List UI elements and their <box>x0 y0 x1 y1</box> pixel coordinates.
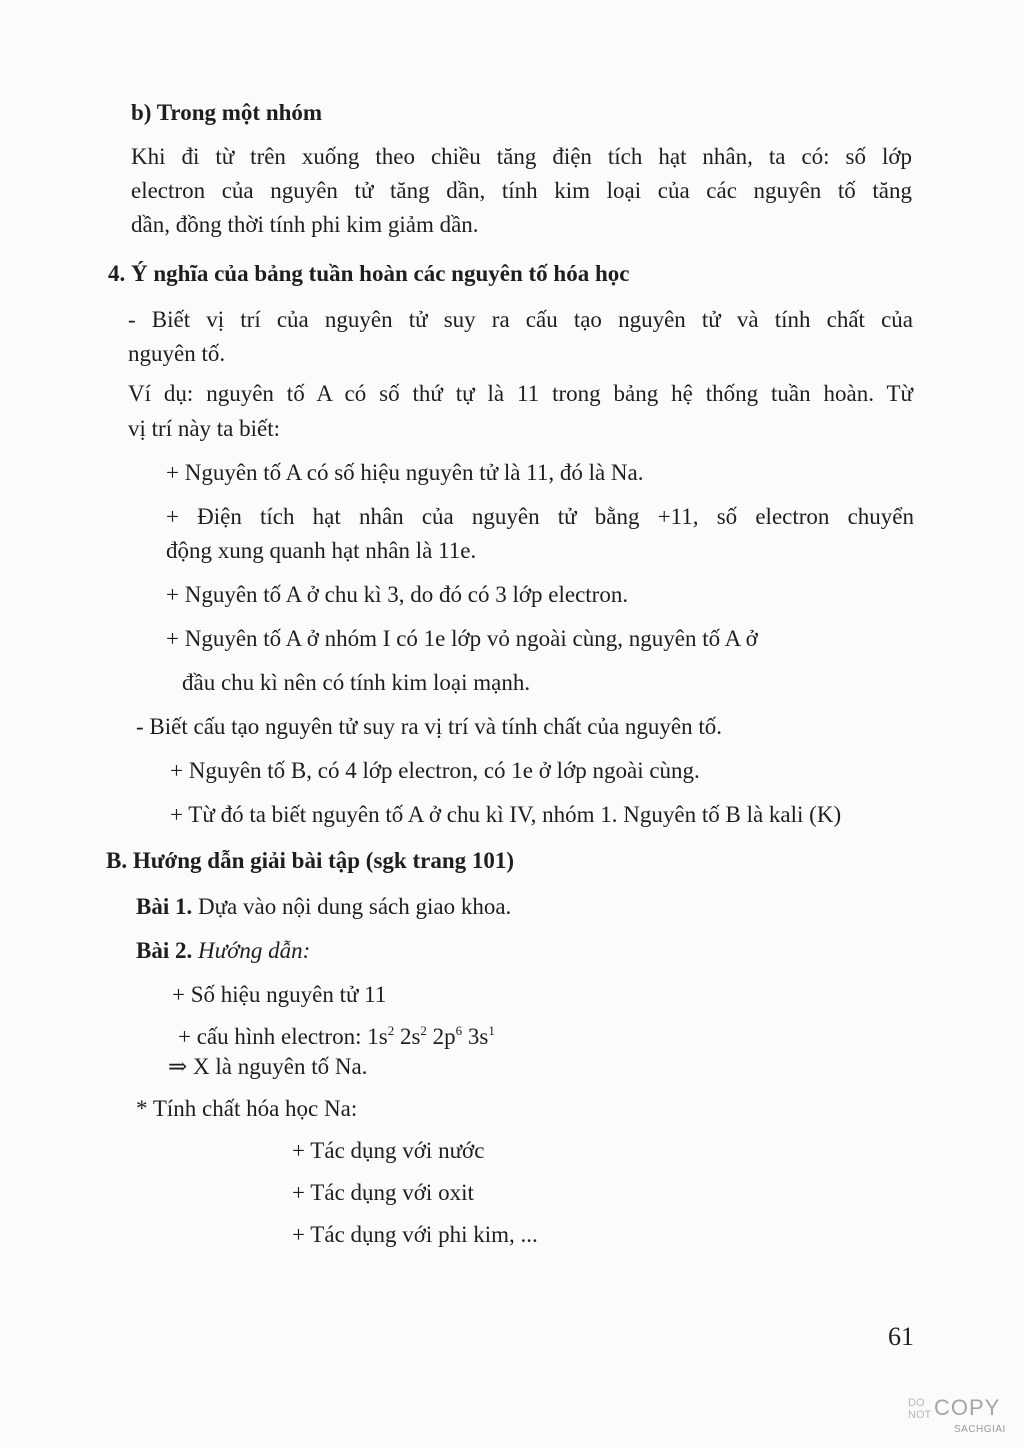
config-term-2: 2s <box>394 1024 421 1049</box>
point2-bullet-1: + Nguyên tố B, có 4 lớp electron, có 1e ở lớp ngoài cùng. <box>170 758 700 783</box>
para-b-line-3: dần, đồng thời tính phi kim giảm dần. <box>131 212 479 237</box>
config-term-4: 3s <box>462 1024 489 1049</box>
config-exp-2: 2 <box>420 1023 427 1038</box>
page-number: 61 <box>888 1322 914 1351</box>
config-term-3: 2p <box>426 1024 456 1049</box>
para-b-line-2: electron của nguyên tử tăng dần, tính kim loại của các nguyên tố tăng <box>131 178 912 203</box>
bai-2-electron-config <box>178 1022 495 1052</box>
bai-2-label: Bài 2. <box>136 938 193 963</box>
example-bullet-2-line-1: + Điện tích hạt nhân của nguyên tử bằng +11, số electron chuyển <box>166 504 914 529</box>
bai-1-label: Bài 1. <box>136 894 193 919</box>
heading-section-B: B. Hướng dẫn giải bài tập (sgk trang 101) <box>106 848 515 873</box>
example-bullet-4-line-2: đầu chu kì nên có tính kim loại mạnh. <box>182 670 531 695</box>
property-3: + Tác dụng với phi kim, ... <box>292 1222 538 1247</box>
section4-point2: - Biết cấu tạo nguyên tử suy ra vị trí và tính chất của nguyên tố. <box>136 714 723 739</box>
section4-point1-line-1: - Biết vị trí của nguyên tử suy ra cấu tạo nguyên tử và tính chất của <box>128 307 913 332</box>
example-bullet-3: + Nguyên tố A ở chu kì 3, do đó có 3 lớp electron. <box>166 582 629 607</box>
example-bullet-2-line-2: động xung quanh hạt nhân là 11e. <box>166 538 477 563</box>
bai-2 <box>136 936 310 966</box>
section4-point1-line-2: nguyên tố. <box>128 341 226 366</box>
example-line-2: vị trí này ta biết: <box>128 416 281 441</box>
watermark-logo <box>906 1396 1012 1440</box>
config-exp-1: 2 <box>387 1023 395 1038</box>
bai-1-text: Dựa vào nội dung sách giao khoa. <box>192 894 512 919</box>
config-exp-3: 6 <box>455 1023 463 1038</box>
heading-section-4: 4. Ý nghĩa của bảng tuần hoàn các nguyên tố hóa học <box>108 261 630 286</box>
heading-b-trong-mot-nhom: b) Trong một nhóm <box>131 100 323 125</box>
bai-2-text: Hướng dẫn: <box>192 938 311 963</box>
example-bullet-1: + Nguyên tố A có số hiệu nguyên tử là 11, đó là Na. <box>166 460 644 485</box>
bai-1 <box>136 892 511 922</box>
example-line-1: Ví dụ: nguyên tố A có số thứ tự là 11 trong bảng hệ thống tuần hoàn. Từ <box>128 381 913 406</box>
watermark-copy: COPY <box>934 1395 1001 1420</box>
property-2: + Tác dụng với oxit <box>292 1180 474 1205</box>
bai-2-conclusion: ⇒ X là nguyên tố Na. <box>168 1054 368 1079</box>
para-b-line-1: Khi đi từ trên xuống theo chiều tăng điện tích hạt nhân, ta có: số lớp <box>131 144 912 169</box>
properties-heading: * Tính chất hóa học Na: <box>136 1096 358 1121</box>
example-bullet-4-line-1: + Nguyên tố A ở nhóm I có 1e lớp vỏ ngoài cùng, nguyên tố A ở <box>166 626 758 651</box>
property-1: + Tác dụng với nước <box>292 1138 485 1163</box>
watermark-not: NOT <box>908 1409 932 1421</box>
point2-bullet-2: + Từ đó ta biết nguyên tố A ở chu kì IV, nhóm 1. Nguyên tố B là kali (K) <box>170 802 842 827</box>
watermark-sach-giai: SACHGIAI <box>954 1424 1006 1435</box>
bai-2-line-1: + Số hiệu nguyên tử 11 <box>172 982 387 1007</box>
config-prefix: + cấu hình electron: 1s <box>178 1024 388 1049</box>
watermark-do: DO <box>908 1397 925 1409</box>
config-exp-4: 1 <box>488 1023 495 1038</box>
